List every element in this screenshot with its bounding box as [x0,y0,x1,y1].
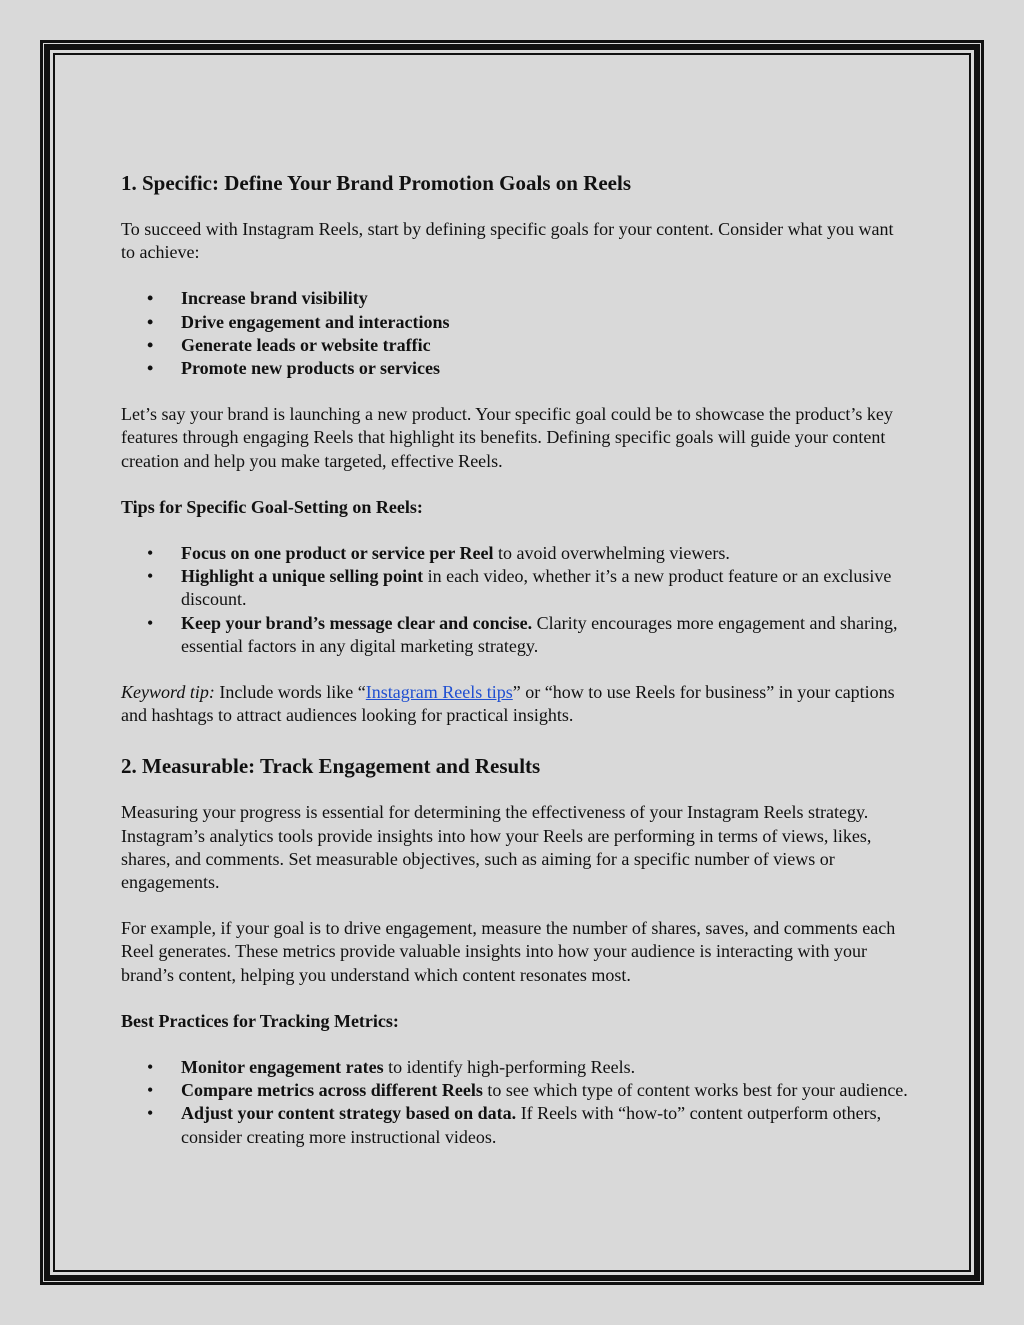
section-2-heading: 2. Measurable: Track Engagement and Results [121,754,541,779]
goals-list [121,287,911,380]
document-body [121,168,911,1172]
tip-bold: Highlight a unique selling point [181,566,424,587]
tip-text: Clarity encourages more engagement and sharing, essential factors in any digital marketing strategy. [181,612,898,656]
instagram-reels-tips-link[interactable]: Instagram Reels tips [365,682,513,703]
tip-item [121,565,911,611]
tip-text: to avoid overwhelming viewers. [493,543,730,564]
practice-item [121,1079,911,1102]
keyword-tip [121,681,911,727]
practice-text: to see which type of content works best for your audience. [482,1080,908,1101]
tip-bold: Focus on one product or service per Reel [181,543,494,564]
goal-item: • Increase brand visibility [121,287,911,310]
tip-text: in each video, whether it’s a new product feature or an exclusive discount. [181,566,892,610]
section-1-heading: 1. Specific: Define Your Brand Promotion Goals on Reels [121,171,632,195]
practice-bold: Monitor engagement rates [181,1057,384,1078]
tip-bold: Keep your brand’s message clear and concise. [181,612,533,633]
tips-heading: Tips for Specific Goal-Setting on Reels: [121,496,423,517]
goal-item: • Generate leads or website traffic [121,334,911,357]
practices-list [121,1056,911,1149]
practices-heading: Best Practices for Tracking Metrics: [121,1010,399,1031]
tip-item [121,612,911,658]
keyword-tip-label: Keyword tip: [121,682,215,703]
practice-bold: Adjust your content strategy based on data. [181,1103,517,1124]
goal-item: • Drive engagement and interactions [121,311,911,334]
section-1-intro: To succeed with Instagram Reels, start by defining specific goals for your content. Consider what you want to achieve: [121,219,894,263]
practice-text: to identify high-performing Reels. [383,1057,636,1078]
section-1-example: Let’s say your brand is launching a new product. Your specific goal could be to showcase the product’s key features through engaging Reels that highlight its benefits. Defining specific goals will guide your content creation and help you make targeted, effective Reels. [121,404,893,471]
practice-text: If Reels with “how-to” content outperform others, consider creating more instructional videos. [181,1103,882,1147]
section-2-paragraph-2: For example, if your goal is to drive engagement, measure the number of shares, saves, and comments each Reel generates. These metrics provide valuable insights into how your audience is interacting with your brand’s content, helping you understand which content resonates most. [121,918,896,985]
keyword-tip-before: Include words like “ [214,682,366,703]
keyword-tip-after: ” or “how to use Reels for business” in your captions and hashtags to attract audiences looking for practical insights. [121,682,895,726]
practice-bold: Compare metrics across different Reels [181,1080,483,1101]
goal-item: • Promote new products or services [121,357,911,380]
section-2-paragraph-1: Measuring your progress is essential for determining the effectiveness of your Instagram Reels strategy. Instagram’s analytics tools provide insights into how your Reels are performing in terms of views, likes, shares, and comments. Set measurable objectives, such as aiming for a specific number of views or engagements. [121,802,872,893]
tips-list [121,542,911,658]
practice-item [121,1056,911,1079]
practice-item [121,1102,911,1148]
tip-item [121,542,911,565]
